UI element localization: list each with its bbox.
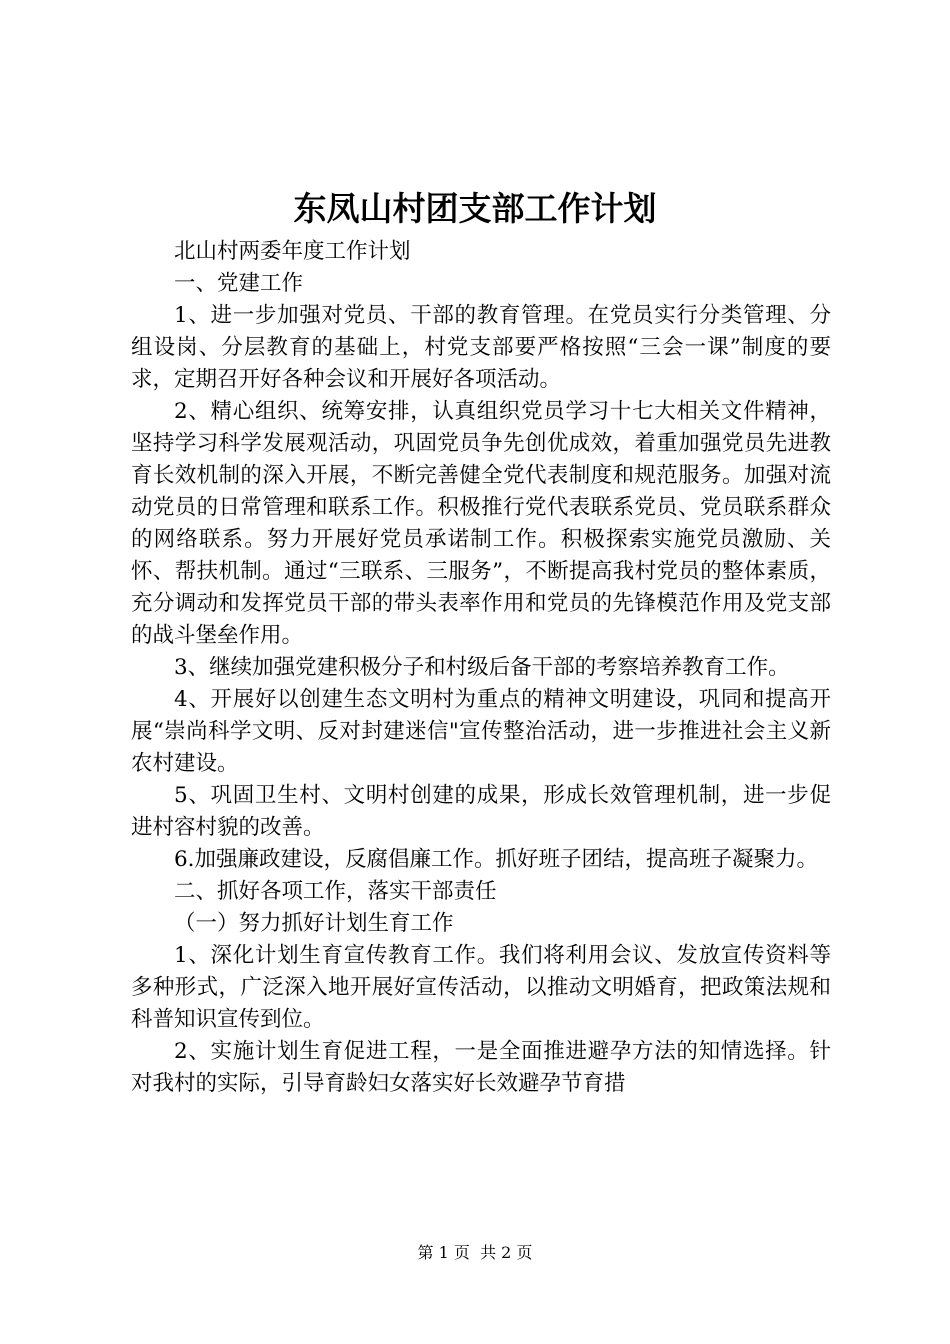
paragraph: 2、实施计划生育促进工程，一是全面推进避孕方法的知情选择。针对我村的实际，引导育龄妇女落实好长效避孕节育措 — [131, 1039, 831, 1096]
paragraph: 5、巩固卫生村、文明村创建的成果，形成长效管理机制，进一步促进村容村貌的改善。 — [131, 783, 831, 840]
document-body — [131, 236, 831, 1100]
paragraph-subtitle: 北山村两委年度工作计划 — [174, 239, 411, 264]
page-number-label: 第 1 页 共 2 页 — [417, 1243, 533, 1262]
paragraph: 4、开展好以创建生态文明村为重点的精神文明建设，巩同和提高开展“崇尚科学文明、反对封建迷信"宣传整治活动，进一步推进社会主义新农村建设。 — [131, 687, 831, 776]
paragraph: 3、继续加强党建积极分子和村级后备干部的考察培养教育工作。 — [174, 655, 790, 680]
paragraph: 6.加强廉政建设，反腐倡廉工作。抓好班子团结，提高班子凝聚力。 — [174, 847, 819, 872]
paragraph: 1、深化计划生育宣传教育工作。我们将利用会议、发放宣传资料等多种形式，广泛深入地开展好宣传活动，以推动文明婚育，把政策法规和科普知识宣传到位。 — [131, 943, 831, 1032]
page-footer — [0, 1242, 950, 1264]
paragraph-subsection-heading: （一）努力抓好计划生育工作 — [174, 911, 454, 936]
paragraph-section-heading: 一、党建工作 — [174, 271, 304, 296]
paragraph-section-heading: 二、抓好各项工作，落实干部责任 — [174, 879, 497, 904]
paragraph: 1、进一步加强对党员、干部的教育管理。在党员实行分类管理、分组设岗、分层教育的基础上，村党支部要严格按照“三会一课”制度的要求，定期召开好各种会议和开展好各项活动。 — [131, 303, 831, 392]
paragraph: 2、精心组织、统筹安排，认真组织党员学习十七大相关文件精神，坚持学习科学发展观活动，巩固党员争先创优成效，着重加强党员先进教育长效机制的深入开展，不断完善健全党代表制度和规范服务。加强对流动党员的日常管理和联系工作。积极推行党代表联系党员、党员联系群众的网络联系。努力开展好党员承诺制工作。积极探索实施党员激励、关怀、帮扶机制。通过“三联系、三服务”，不断提高我村党员的整体素质，充分调动和发挥党员干部的带头表率作用和党员的先锋模范作用及党支部的战斗堡垒作用。 — [131, 399, 831, 648]
document-title: 东凤山村团支部工作计划 — [293, 189, 657, 228]
